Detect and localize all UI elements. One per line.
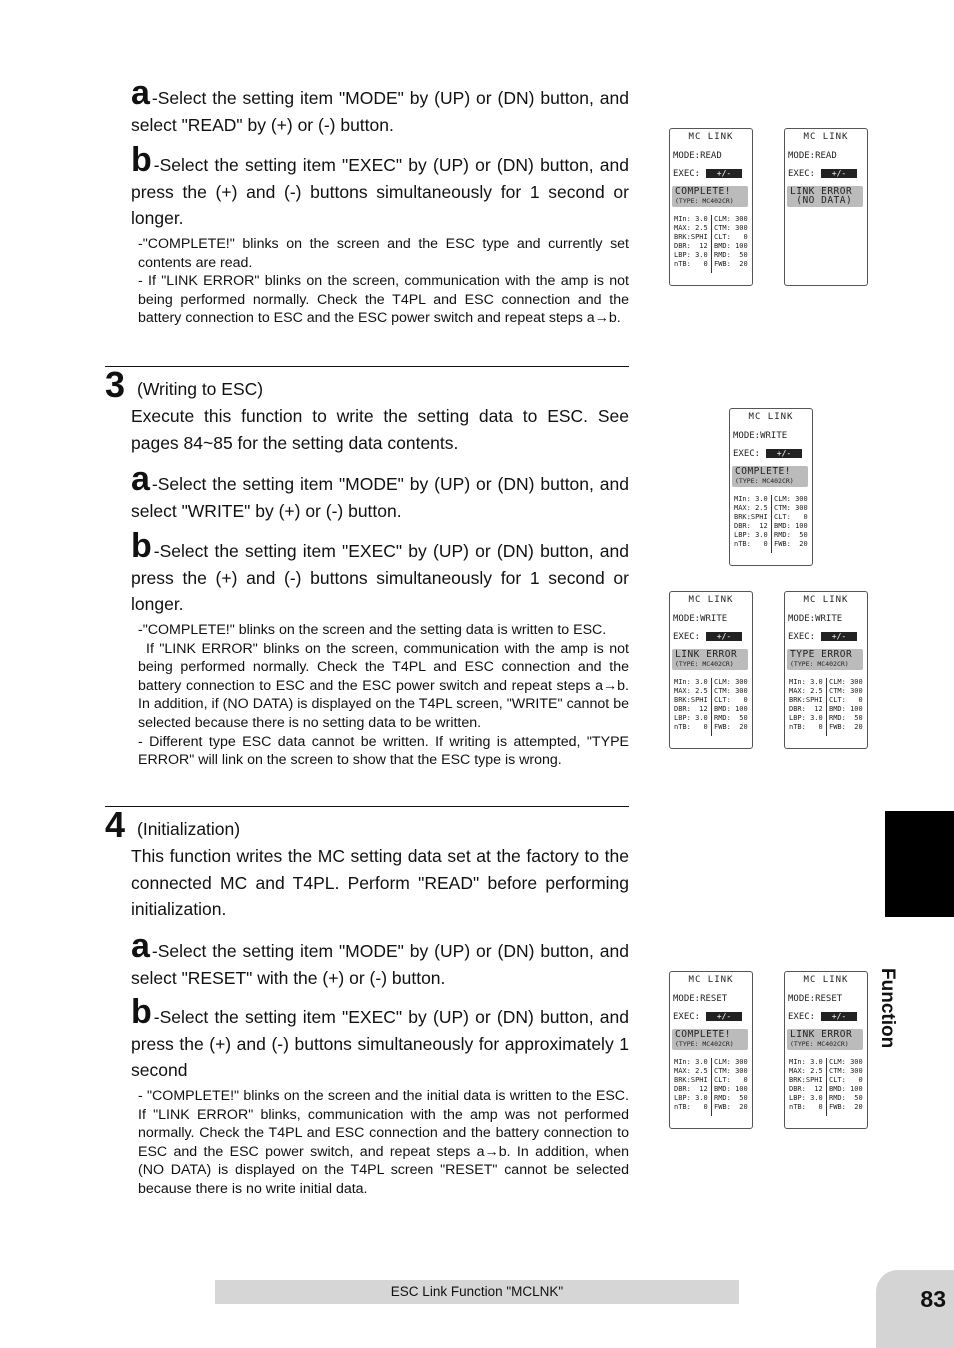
step-letter: a	[131, 927, 150, 965]
lcd-screen-write-type-error: MC LINK MODE:WRITE EXEC: +/- TYPE ERROR (TYPE: MC402CR) MIn: 3.0 MAX: 2.5 BRK:SPHI DBR: 12 LBP: 3.0 nTB: 0 CLM: 300 CTM: 300 CLT: 0 BMD: 100 RMD: 50 FWB: 20	[784, 591, 868, 749]
section-tab-label: Function	[877, 968, 898, 1049]
note: - If "LINK ERROR" blinks on the screen, communication with the amp is not being performed normally. Check the T4PL and ESC connection and the battery connection to ESC and the ESC power switch and repeat steps a→b.	[138, 273, 629, 327]
lcd-screen-write-complete: MC LINK MODE:WRITE EXEC: +/- COMPLETE! (TYPE: MC402CR) MIn: 3.0 MAX: 2.5 BRK:SPHI DBR: 12 LBP: 3.0 nTB: 0 CLM: 300 CTM: 300 CLT: 0 BMD: 100 RMD: 50 FWB: 20	[729, 408, 813, 566]
step-text: -Select the setting item "MODE" by (UP) or (DN) button, and select "RESET" with the (+) or (-) button.	[131, 941, 629, 988]
page-number: 83	[920, 1286, 946, 1312]
reset-step-a	[131, 927, 629, 991]
lcd-screen-reset-error: MC LINK MODE:RESET EXEC: +/- LINK ERROR (TYPE: MC402CR) MIn: 3.0 MAX: 2.5 BRK:SPHI DBR: 12 LBP: 3.0 nTB: 0 CLM: 300 CTM: 300 CLT: 0 BMD: 100 RMD: 50 FWB: 20	[784, 971, 868, 1129]
note: -"COMPLETE!" blinks on the screen and the setting data is written to ESC.	[138, 622, 607, 638]
write-notes	[138, 621, 629, 770]
step-letter: a	[131, 74, 150, 112]
step3-intro: Execute this function to write the setting data to ESC. See pages 84~85 for the setting data contents.	[131, 406, 629, 453]
step4-intro: This function writes the MC setting data set at the factory to the connected MC and T4PL. Perform "READ" before performing initialization.	[131, 846, 629, 919]
step-number-4: 4	[105, 804, 126, 845]
step-text: -Select the setting item "MODE" by (UP) or (DN) button, and select "READ" by (+) or (-) button.	[131, 88, 629, 135]
reset-notes	[138, 1087, 629, 1199]
step-number-3: 3	[105, 364, 126, 405]
lcd-screen-read-complete: MC LINK MODE:READ EXEC: +/- COMPLETE! (TYPE: MC402CR) MIn: 3.0 MAX: 2.5 BRK:SPHI DBR: 12 LBP: 3.0 nTB: 0 CLM: 300 CTM: 300 CLT: 0 BMD: 100 RMD: 50 FWB: 20	[669, 128, 753, 286]
section-tab-marker	[885, 811, 954, 917]
page-number-box	[876, 1270, 954, 1348]
read-step-b	[131, 141, 629, 232]
note: If "LINK ERROR" blinks on the screen, communication with the amp is not being performed normally. Check the T4PL and ESC connection and the battery connection to ESC and the ESC power switch and repeat steps a→b. In addition, if (NO DATA) is displayed on the T4PL screen, "WRITE" cannot be selected because there is no setting data to be written.	[138, 640, 629, 731]
step-letter: b	[131, 993, 152, 1031]
step-subtitle: (Writing to ESC)	[137, 379, 264, 399]
footer-title: ESC Link Function "MCLNK"	[215, 1280, 739, 1304]
write-step-a	[131, 460, 629, 524]
note: -"COMPLETE!" blinks on the screen and the ESC type and currently set contents are read.	[138, 236, 629, 271]
lcd-screen-reset-complete: MC LINK MODE:RESET EXEC: +/- COMPLETE! (TYPE: MC402CR) MIn: 3.0 MAX: 2.5 BRK:SPHI DBR: 12 LBP: 3.0 nTB: 0 CLM: 300 CTM: 300 CLT: 0 BMD: 100 RMD: 50 FWB: 20	[669, 971, 753, 1129]
step-subtitle: (Initialization)	[137, 819, 241, 839]
section-divider	[105, 806, 629, 807]
write-step-b	[131, 527, 629, 618]
step-text: -Select the setting item "EXEC" by (UP) or (DN) button, and press the (+) and (-) buttons simultaneously for 1 second or longer.	[131, 541, 629, 614]
lcd-screen-read-error: MC LINK MODE:READ EXEC: +/- LINK ERROR (NO DATA)	[784, 128, 868, 286]
reset-step-b	[131, 993, 629, 1084]
step-text: -Select the setting item "EXEC" by (UP) or (DN) button, and press the (+) and (-) buttons simultaneously for 1 second or longer.	[131, 155, 629, 228]
note: - Different type ESC data cannot be written. If writing is attempted, "TYPE ERROR" will link on the screen to show that the ESC type is wrong.	[138, 733, 629, 769]
note: - "COMPLETE!" blinks on the screen and the initial data is written to the ESC. If "LINK ERROR" blinks, communication with the amp was not performed normally. Check the T4PL and ESC connection and the battery connection to ESC and the ESC power switch, and repeat steps a→b. In addition, when (NO DATA) is displayed on the T4PL screen "RESET" cannot be selected because there is no write initial data.	[138, 1088, 629, 1197]
step-letter: b	[131, 527, 152, 565]
step-letter: a	[131, 460, 150, 498]
read-step-a	[131, 74, 629, 138]
section-divider	[105, 366, 629, 367]
lcd-screen-write-link-error: MC LINK MODE:WRITE EXEC: +/- LINK ERROR (TYPE: MC402CR) MIn: 3.0 MAX: 2.5 BRK:SPHI DBR: 12 LBP: 3.0 nTB: 0 CLM: 300 CTM: 300 CLT: 0 BMD: 100 RMD: 50 FWB: 20	[669, 591, 753, 749]
step-text: -Select the setting item "MODE" by (UP) or (DN) button, and select "WRITE" by (+) or (-) button.	[131, 474, 629, 521]
read-notes	[138, 235, 629, 328]
step-letter: b	[131, 141, 152, 179]
step-text: -Select the setting item "EXEC" by (UP) or (DN) button, and press the (+) and (-) buttons simultaneously for approximately 1 second	[131, 1007, 629, 1080]
